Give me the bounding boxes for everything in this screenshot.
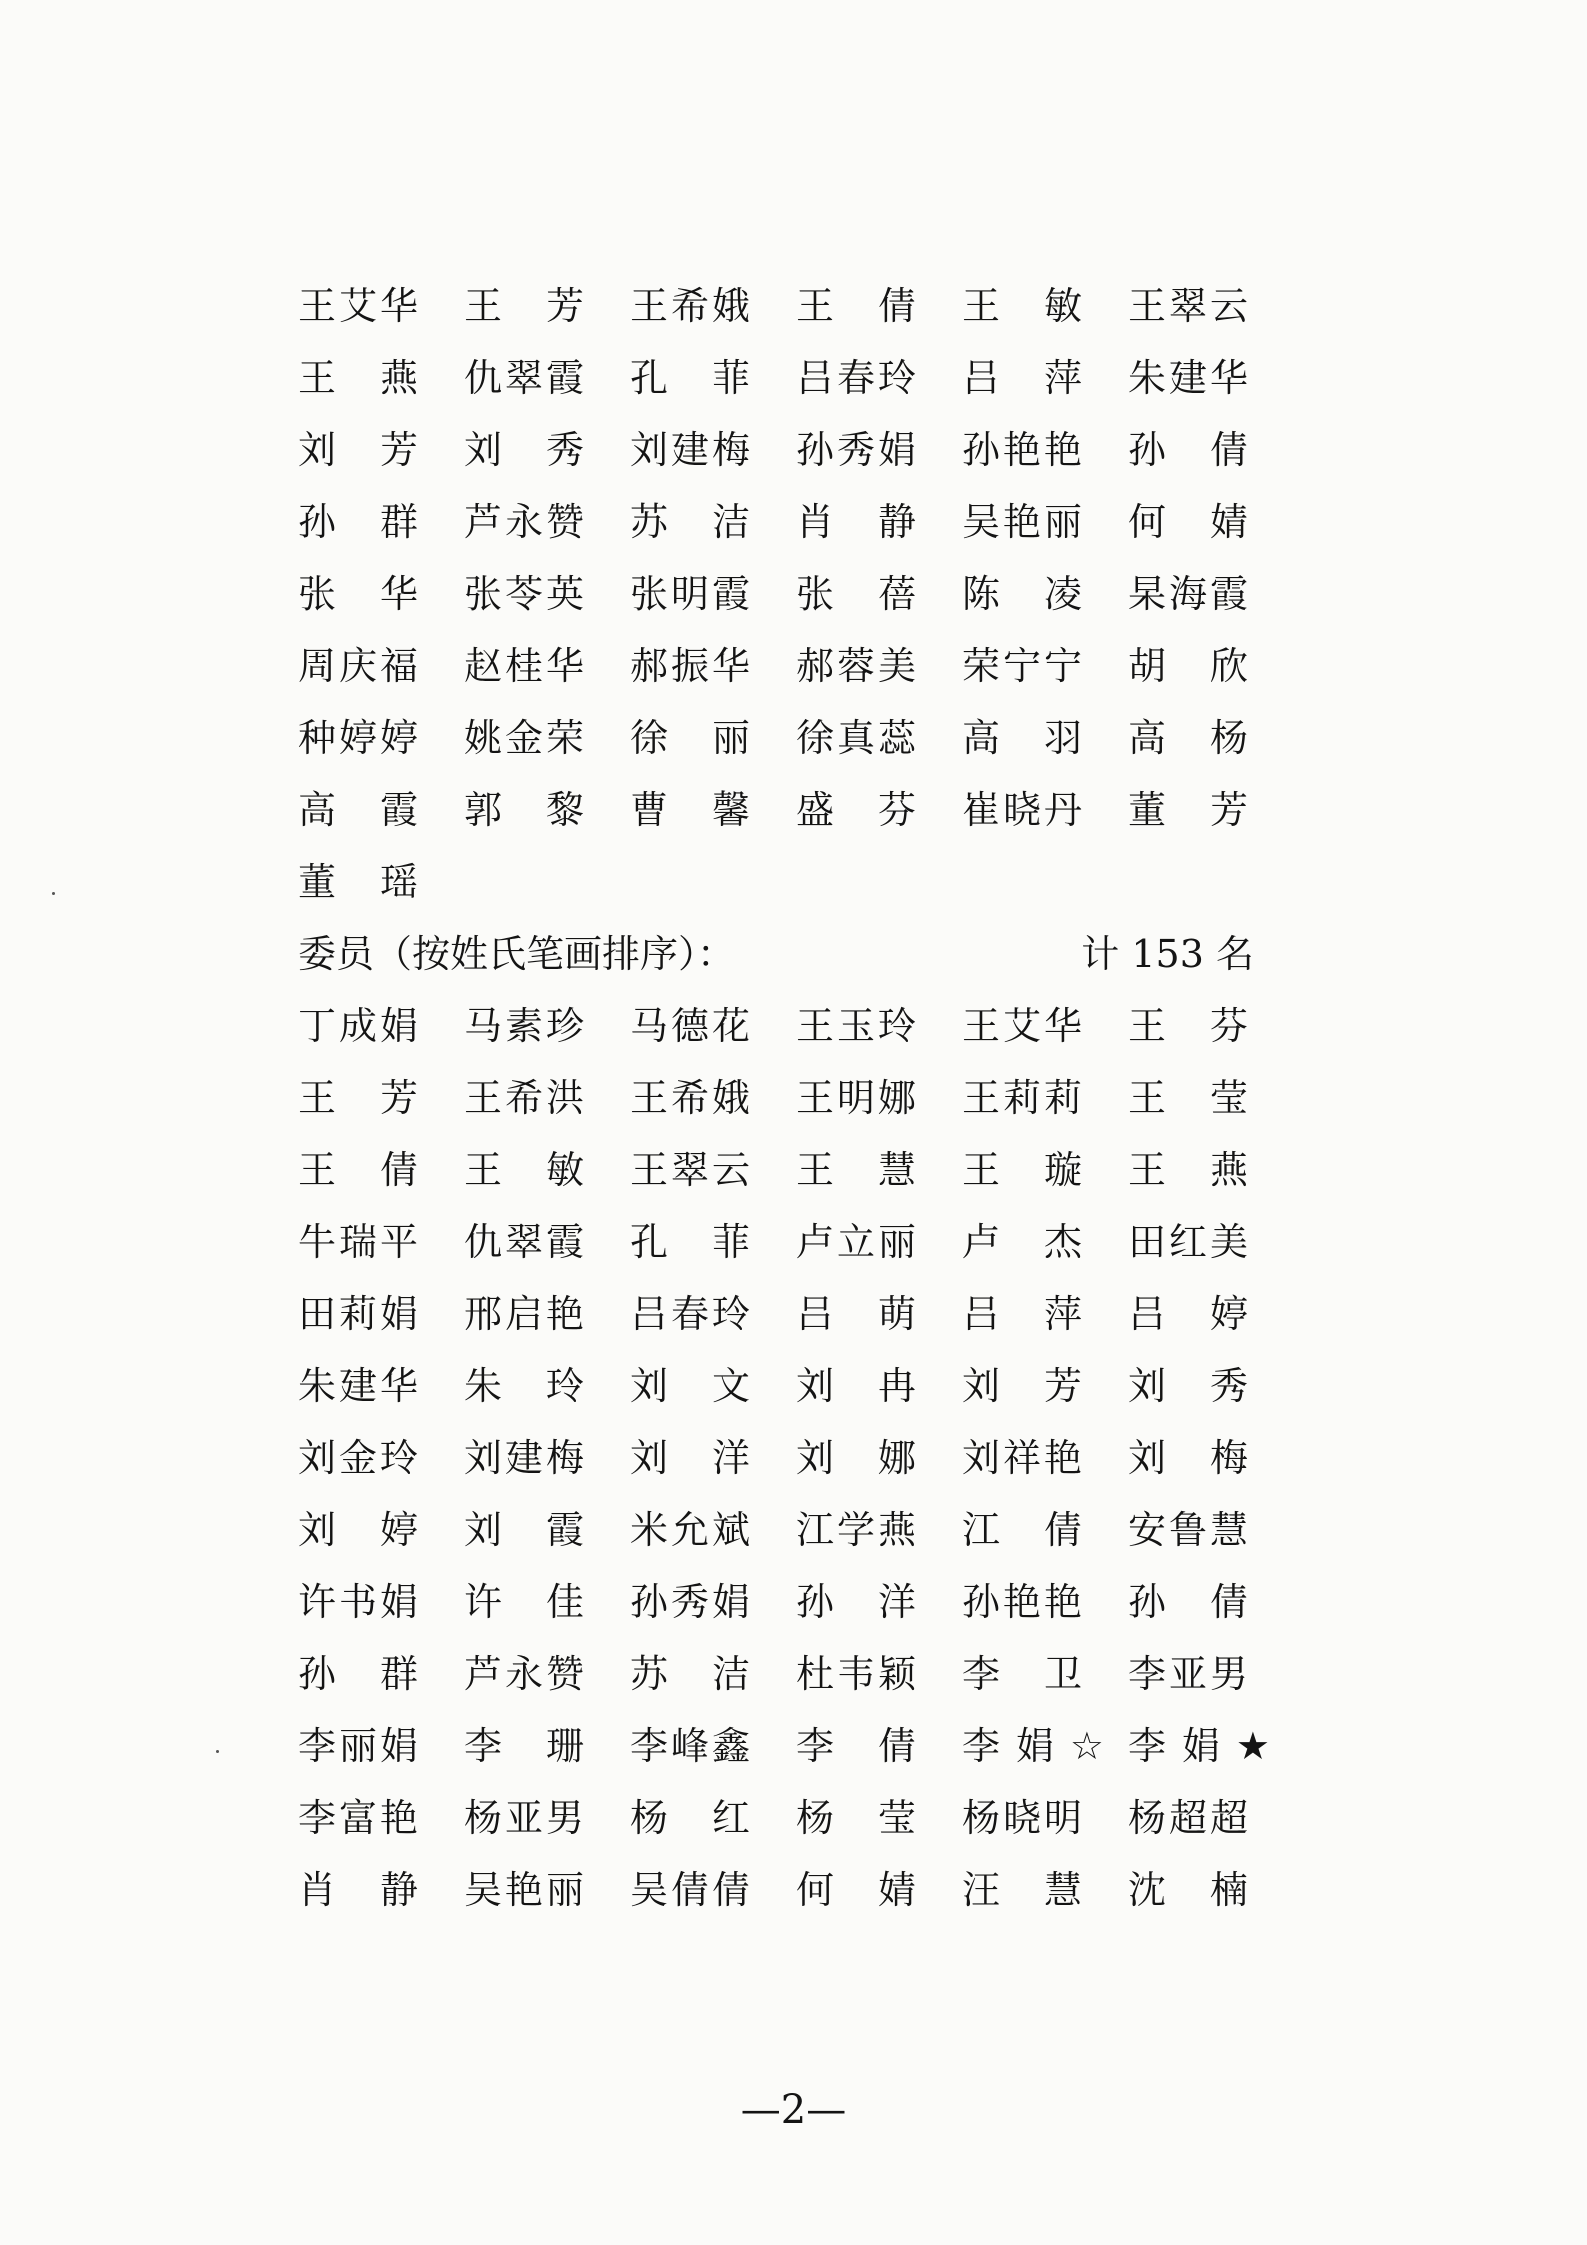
person-name: 王 艾 华 (298, 284, 418, 328)
person-name: 李 珊 (464, 1724, 584, 1768)
person-name: 吕 春 玲 (796, 356, 916, 400)
person-name: 吴 艳 丽 (962, 500, 1082, 544)
person-name: 李 富 艳 (298, 1796, 418, 1840)
person-name: 王 璇 (962, 1148, 1082, 1192)
person-name: 王 燕 (298, 356, 418, 400)
person-name: 刘 文 (630, 1364, 750, 1408)
person-name: 刘 霞 (464, 1508, 584, 1552)
person-name: 孔 菲 (630, 1220, 750, 1264)
person-name: 王 翠 云 (630, 1148, 750, 1192)
person-name: 张 苓 英 (464, 572, 584, 616)
person-name: 王 莉 莉 (962, 1076, 1082, 1120)
person-name: 许 佳 (464, 1580, 584, 1624)
person-name: 田 莉 娟 (298, 1292, 418, 1336)
person-name: 刘 洋 (630, 1436, 750, 1480)
person-name: 朱 玲 (464, 1364, 584, 1408)
person-name: 杨 莹 (796, 1796, 916, 1840)
person-name: 沈 楠 (1128, 1868, 1248, 1912)
person-name: 孙 艳 艳 (962, 1580, 1082, 1624)
person-name: 胡 欣 (1128, 644, 1248, 688)
person-name: 李 丽 娟 (298, 1724, 418, 1768)
person-name: 刘 秀 (464, 428, 584, 472)
person-name: 李 倩 (796, 1724, 916, 1768)
person-name: 董 芳 (1128, 788, 1248, 832)
person-name: 芦 永 赞 (464, 1652, 584, 1696)
person-name: 孔 菲 (630, 356, 750, 400)
person-name: 李 娟 ☆ (962, 1724, 1104, 1768)
person-name: 董 瑶 (298, 860, 418, 904)
person-name: 种 婷 婷 (298, 716, 418, 760)
person-name: 肖 静 (796, 500, 916, 544)
person-name: 高 霞 (298, 788, 418, 832)
person-name: 王 芳 (464, 284, 584, 328)
person-name: 王 敏 (464, 1148, 584, 1192)
committee-heading (298, 918, 1254, 990)
person-name: 王 翠 云 (1128, 284, 1248, 328)
person-name: 赵 桂 华 (464, 644, 584, 688)
person-name: 杲 海 霞 (1128, 572, 1248, 616)
person-name: 周 庆 福 (298, 644, 418, 688)
person-name: 吴 倩 倩 (630, 1868, 750, 1912)
person-name: 高 杨 (1128, 716, 1248, 760)
person-name: 郝 蓉 美 (796, 644, 916, 688)
person-name: 米 允 斌 (630, 1508, 750, 1552)
person-name: 刘 芳 (962, 1364, 1082, 1408)
member-count: 计 153 名 (1081, 932, 1254, 976)
person-name: 刘 婷 (298, 1508, 418, 1552)
person-name: 王 玉 玲 (796, 1004, 916, 1048)
page-number: —2— (740, 2087, 847, 2133)
person-name: 杜 韦 颖 (796, 1652, 916, 1696)
person-name: 刘 祥 艳 (962, 1436, 1082, 1480)
person-name: 张 华 (298, 572, 418, 616)
person-name: 苏 洁 (630, 500, 750, 544)
person-name: 王 莹 (1128, 1076, 1248, 1120)
person-name: 徐 真 蕊 (796, 716, 916, 760)
person-name: 李 亚 男 (1128, 1652, 1248, 1696)
person-name: 马 德 花 (630, 1004, 750, 1048)
person-name: 何 婧 (796, 1868, 916, 1912)
person-name: 刘 建 梅 (630, 428, 750, 472)
person-name: 荣 宁 宁 (962, 644, 1082, 688)
person-name: 许 书 娟 (298, 1580, 418, 1624)
section-title: 委员（按姓氏笔画排序）： (298, 932, 736, 976)
person-name: 江 学 燕 (796, 1508, 916, 1552)
person-name: 孙 倩 (1128, 1580, 1248, 1624)
person-name: 吕 萌 (796, 1292, 916, 1336)
person-name: 孙 秀 娟 (630, 1580, 750, 1624)
person-name: 杨 晓 明 (962, 1796, 1082, 1840)
person-name: 张 明 霞 (630, 572, 750, 616)
person-name: 何 婧 (1128, 500, 1248, 544)
person-name: 张 蓓 (796, 572, 916, 616)
person-name: 江 倩 (962, 1508, 1082, 1552)
person-name: 郝 振 华 (630, 644, 750, 688)
person-name: 吕 春 玲 (630, 1292, 750, 1336)
person-name: 王 艾 华 (962, 1004, 1082, 1048)
person-name: 高 羽 (962, 716, 1082, 760)
person-name: 马 素 珍 (464, 1004, 584, 1048)
person-name: 徐 丽 (630, 716, 750, 760)
member-list-1 (298, 270, 1258, 918)
person-name: 吕 萍 (962, 356, 1082, 400)
name-grid-1 (298, 270, 1258, 918)
person-name: 卢 立 丽 (796, 1220, 916, 1264)
person-name: 刘 建 梅 (464, 1436, 584, 1480)
person-name: 朱 建 华 (298, 1364, 418, 1408)
person-name: 吴 艳 丽 (464, 1868, 584, 1912)
person-name: 王 芳 (298, 1076, 418, 1120)
person-name: 吕 婷 (1128, 1292, 1248, 1336)
person-name: 孙 倩 (1128, 428, 1248, 472)
person-name: 刘 冉 (796, 1364, 916, 1408)
person-name: 汪 慧 (962, 1868, 1082, 1912)
person-name: 杨 超 超 (1128, 1796, 1248, 1840)
person-name: 安 鲁 慧 (1128, 1508, 1248, 1552)
person-name: 孙 群 (298, 500, 418, 544)
person-name: 孙 秀 娟 (796, 428, 916, 472)
person-name: 王 芬 (1128, 1004, 1248, 1048)
name-grid-2 (298, 990, 1270, 1926)
person-name: 杨 红 (630, 1796, 750, 1840)
person-name: 盛 芬 (796, 788, 916, 832)
person-name: 孙 群 (298, 1652, 418, 1696)
person-name: 王 希 洪 (464, 1076, 584, 1120)
person-name: 崔 晓 丹 (962, 788, 1082, 832)
person-name: 王 倩 (298, 1148, 418, 1192)
person-name: 王 希 娥 (630, 1076, 750, 1120)
person-name: 杨 亚 男 (464, 1796, 584, 1840)
person-name: 王 倩 (796, 284, 916, 328)
person-name: 陈 凌 (962, 572, 1082, 616)
person-name: 李 娟 ★ (1128, 1724, 1270, 1768)
scan-speck (52, 892, 55, 895)
person-name: 仇 翠 霞 (464, 356, 584, 400)
person-name: 王 燕 (1128, 1148, 1248, 1192)
person-name: 邢 启 艳 (464, 1292, 584, 1336)
person-name: 姚 金 荣 (464, 716, 584, 760)
person-name: 吕 萍 (962, 1292, 1082, 1336)
person-name: 王 慧 (796, 1148, 916, 1192)
person-name: 苏 洁 (630, 1652, 750, 1696)
person-name: 孙 洋 (796, 1580, 916, 1624)
scan-speck (216, 1750, 219, 1753)
person-name: 刘 梅 (1128, 1436, 1248, 1480)
person-name: 芦 永 赞 (464, 500, 584, 544)
person-name: 肖 静 (298, 1868, 418, 1912)
person-name: 李 峰 鑫 (630, 1724, 750, 1768)
person-name: 李 卫 (962, 1652, 1082, 1696)
person-name: 曹 馨 (630, 788, 750, 832)
person-name: 田 红 美 (1128, 1220, 1248, 1264)
person-name: 王 敏 (962, 284, 1082, 328)
person-name: 刘 秀 (1128, 1364, 1248, 1408)
person-name: 刘 娜 (796, 1436, 916, 1480)
person-name: 牛 瑞 平 (298, 1220, 418, 1264)
person-name: 王 明 娜 (796, 1076, 916, 1120)
person-name: 郭 黎 (464, 788, 584, 832)
person-name: 卢 杰 (962, 1220, 1082, 1264)
member-list-2 (298, 990, 1270, 1926)
person-name: 丁 成 娟 (298, 1004, 418, 1048)
person-name: 刘 金 玲 (298, 1436, 418, 1480)
person-name: 王 希 娥 (630, 284, 750, 328)
person-name: 孙 艳 艳 (962, 428, 1082, 472)
person-name: 刘 芳 (298, 428, 418, 472)
person-name: 朱 建 华 (1128, 356, 1248, 400)
person-name: 仇 翠 霞 (464, 1220, 584, 1264)
